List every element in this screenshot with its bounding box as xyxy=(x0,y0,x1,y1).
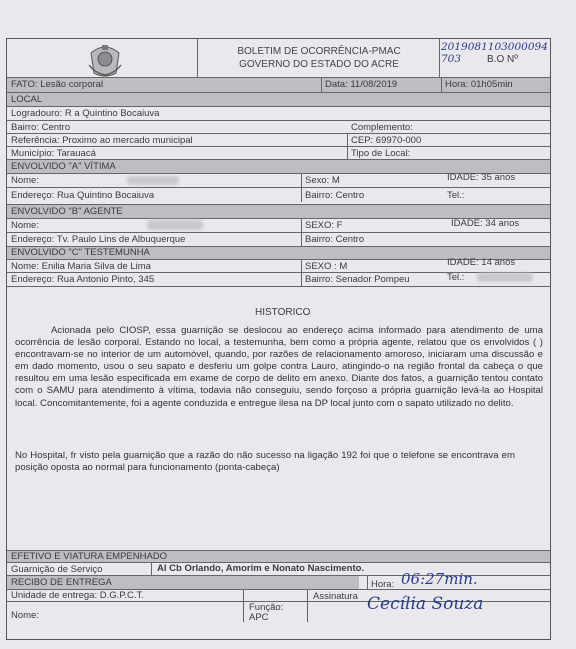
envolvido-a-nome-row xyxy=(7,173,550,187)
local-section-title: LOCAL xyxy=(11,94,43,105)
logradouro-row xyxy=(7,106,550,120)
bo-number: 2019081103000094703 xyxy=(441,41,548,65)
envolvido-b-endereco: Endereço: Tv. Paulo Lins de Albuquerque xyxy=(11,234,186,245)
envolvido-c-nome: Nome: Enilia Maria Silva de Lima xyxy=(11,261,151,272)
envolvido-c-nome-row xyxy=(7,259,550,272)
guarnicao-label: Guarnição de Serviço xyxy=(11,564,103,575)
efetivo-section-header xyxy=(7,550,550,562)
historico-title: HISTORICO xyxy=(255,307,311,318)
envolvido-a-tel: Tel.: xyxy=(447,190,465,201)
recibo-funcao-label: Função: xyxy=(249,602,284,613)
redacted-name xyxy=(127,176,179,185)
envolvido-b-nome-row xyxy=(7,218,550,232)
envolvido-b-sexo: SEXO: F xyxy=(305,220,343,231)
recibo-nome: Nome: xyxy=(11,610,39,621)
redacted-phone xyxy=(477,273,533,282)
envolvido-a-nome: Nome: xyxy=(11,175,39,186)
recibo-unidade: Unidade de entrega: D.G.P.C.T. xyxy=(11,590,144,601)
envolvido-b-endereco-row xyxy=(7,232,550,246)
efetivo-title: EFETIVO E VIATURA EMPENHADO xyxy=(11,551,168,562)
complemento-field: Complemento: xyxy=(351,122,413,133)
envolvido-c-endereco: Endereço: Rua Antonio Pinto, 345 xyxy=(11,274,155,285)
envolvido-a-endereco: Endereço: Rua Quintino Bocaiuva xyxy=(11,190,155,201)
envolvido-c-title: ENVOLVIDO "C" TESTEMUNHA xyxy=(11,247,150,258)
historico-paragraph-2: No Hospital, fr visto pela guarnição que a razão do não sucesso na ligação 192 foi que o telefone se encontrava em posição oposta ao normal para funcionamento (ponta-cabeça) xyxy=(15,450,515,474)
fato-hora: Hora: 01h05min xyxy=(445,79,513,90)
envolvido-b-idade: IDADE: 34 anos xyxy=(451,218,520,229)
envolvido-a-bairro: Bairro: Centro xyxy=(305,190,365,201)
referencia-row xyxy=(7,133,550,146)
envolvido-a-endereco-row xyxy=(7,187,550,201)
recibo-funcao-value: APC xyxy=(249,612,269,623)
envolvido-b-title: ENVOLVIDO "B" AGENTE xyxy=(11,206,123,217)
municipio-field: Município: Tarauacá xyxy=(11,148,96,159)
envolvido-b-section-header xyxy=(7,204,550,218)
envolvido-c-idade: IDADE: 14 anos xyxy=(447,257,516,268)
occurrence-form xyxy=(6,38,551,640)
recibo-hora-label: Hora: xyxy=(371,579,395,590)
recibo-hora-cell xyxy=(359,570,550,590)
envolvido-a-section-header xyxy=(7,159,550,173)
envolvido-c-sexo: SEXO : M xyxy=(305,261,348,272)
envolvido-c-tel: Tel.: xyxy=(447,272,465,283)
envolvido-b-bairro: Bairro: Centro xyxy=(305,234,365,245)
envolvido-a-title: ENVOLVIDO "A" VÍTIMA xyxy=(11,161,116,172)
cep-field: CEP: 69970-000 xyxy=(351,135,422,146)
recibo-hora-value: 06:27min. xyxy=(401,570,478,588)
bairro-field: Bairro: Centro xyxy=(11,122,71,133)
historico-divider xyxy=(7,286,550,287)
envolvido-b-nome: Nome: xyxy=(11,220,39,231)
bo-label: B.O Nº xyxy=(487,54,518,65)
envolvido-a-idade: IDADE: 35 anos xyxy=(447,172,516,183)
guarnicao-value: Al Cb Orlando, Amorim e Nonato Nascimento. xyxy=(157,563,365,574)
fato-data: Data: 11/08/2019 xyxy=(325,79,398,90)
form-title-line2: GOVERNO DO ESTADO DO ACRE xyxy=(239,59,399,70)
header-divider xyxy=(197,39,198,77)
fato-label: FATO: Lesão corporal xyxy=(11,79,104,90)
recibo-title: RECIBO DE ENTREGA xyxy=(11,577,112,588)
bairro-row xyxy=(7,120,550,133)
header-divider xyxy=(439,39,440,77)
fato-row xyxy=(7,77,550,92)
redacted-name xyxy=(147,220,203,230)
logradouro-field: Logradouro: R a Quintino Bocaiuva xyxy=(11,108,160,119)
tipo-local-field: Tipo de Local: xyxy=(351,148,411,159)
recibo-assinatura-label: Assinatura xyxy=(313,591,358,602)
envolvido-a-sexo: Sexo: M xyxy=(305,175,340,186)
municipio-row xyxy=(7,146,550,159)
form-title xyxy=(209,45,429,71)
local-section-header xyxy=(7,92,550,106)
coat-of-arms-logo xyxy=(85,43,125,79)
recibo-signature: Cecília Souza xyxy=(367,594,484,614)
envolvido-c-endereco-row xyxy=(7,272,550,286)
historico-paragraph-1: Acionada pelo CIOSP, essa guarnição se deslocou ao endereço acima informado para atendimento de uma ocorrência de lesão corporal. Estando no local, a testemunha, bem como a própria agente, relatou que os envolvidos ( ) encontravam-se no interior de um automóvel, quando, por razões de relacionamento amoroso, iniciaram uma discussão e em dado momento, usou o seu sapato e desferiu um golpe contra Lauro, atingindo-o na região frontal da cabeça o que resultou em uma lesão especificada em exame de corpo de delito em anexo. Diante dos fatos, a guarnição tentou contato com o SAMU para atendimento à vítima, todavia não conseguiu, sendo forçoso a própria guarnição levá-la ao Hospital local. Concomitantemente, foi a agente conduzida e entregue ilesa na DP local junto com o sapato utilizado no delito. xyxy=(15,325,543,409)
envolvido-c-bairro: Bairro: Senador Pompeu xyxy=(305,274,410,285)
recibo-section-header xyxy=(7,575,359,589)
referencia-field: Referência: Proximo ao mercado municipal xyxy=(11,135,193,146)
form-title-line1: BOLETIM DE OCORRÊNCIA-PMAC xyxy=(237,46,401,57)
